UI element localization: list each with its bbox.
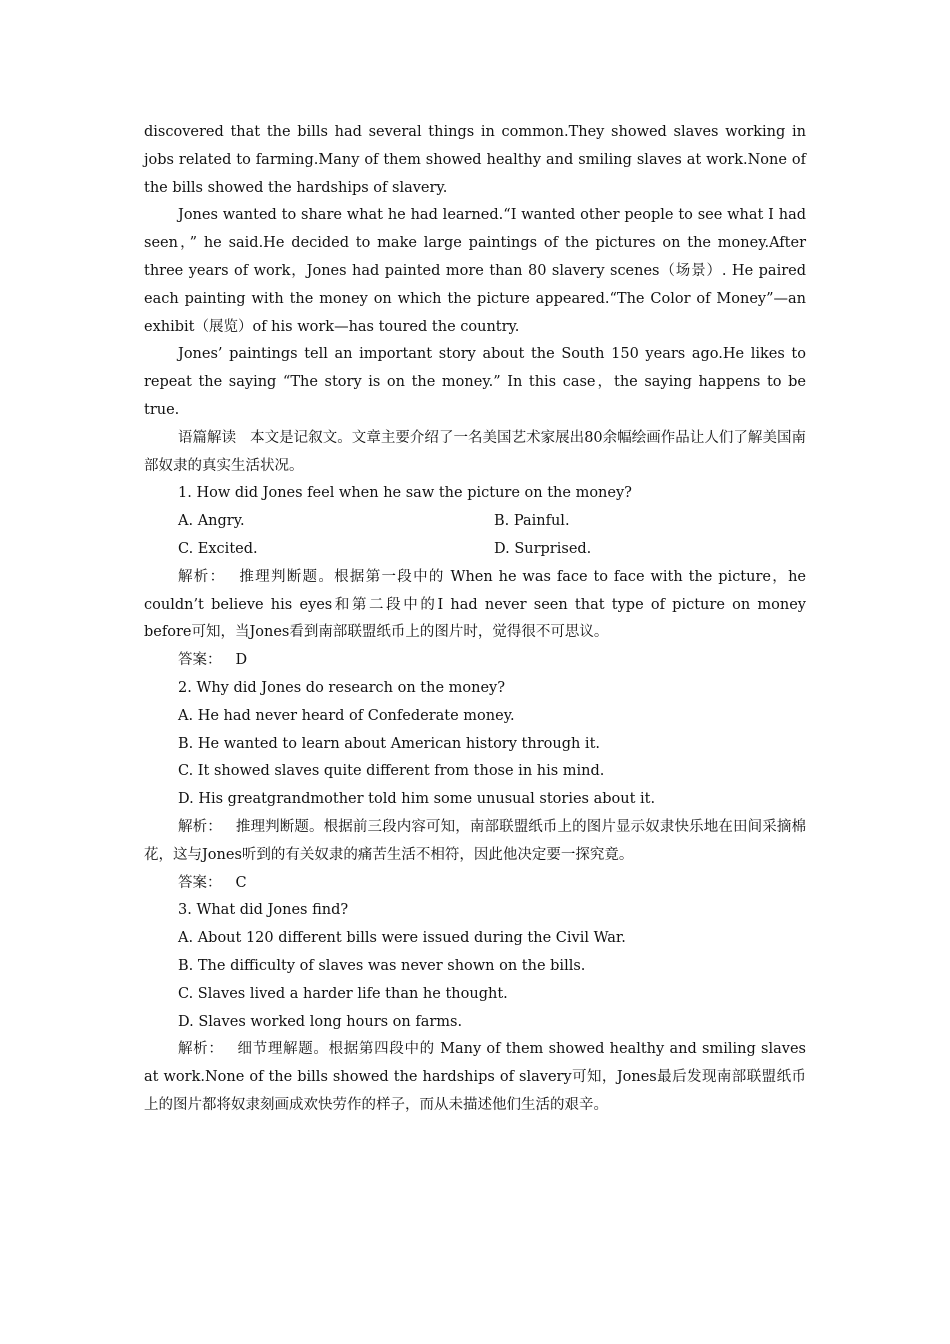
option-row <box>144 536 806 564</box>
explanation <box>144 1036 806 1119</box>
answer-value: C <box>235 874 247 891</box>
explanation <box>144 564 806 647</box>
option-b: B. The difficulty of slaves was never shown on the bills. <box>178 957 586 974</box>
explanation-label: 解析： <box>178 818 222 835</box>
option-a: A. He had never heard of Confederate money. <box>178 707 515 724</box>
option-row <box>144 508 806 536</box>
explanation-text: 推理判断题。根据第一段中的 When he was face to face with the picture，he couldn’t believe his eyes和第二段中的I had never seen that type of picture on money before可知，当Jones看到南部联盟纸币上的图片时，觉得很不可思议。 <box>144 568 806 641</box>
explanation <box>144 814 806 870</box>
document-page <box>144 119 806 1120</box>
answer-label: 答案： <box>178 874 222 891</box>
option-a: A. About 120 different bills were issued during the Civil War. <box>178 930 626 947</box>
option-c: C. It showed slaves quite different from those in his mind. <box>178 763 605 780</box>
answer-label: 答案： <box>178 652 222 669</box>
question-stem: 3. What did Jones find? <box>178 902 349 919</box>
passage-paragraph: Jones wanted to share what he had learned.“I wanted other people to see what I had seen，” he said.He decided to make large paintings of the pictures on the money.After three years of work，Jones had painted more than 80 slavery scenes（场景）. He paired each painting with the money on which the picture appeared.“The Color of Money”—an exhibit（展览）of his work—has toured the country. <box>144 207 806 335</box>
option-d: D. Surprised. <box>494 540 592 557</box>
question-2 <box>144 675 806 897</box>
answer <box>144 647 806 675</box>
question-3 <box>144 897 806 1119</box>
passage-paragraph: discovered that the bills had several things in common.They showed slaves working in jobs related to farming.Many of them showed healthy and smiling slaves at work.None of the bills showed the hardships of slavery. <box>144 124 806 196</box>
explanation-label: 解析： <box>178 568 226 585</box>
explanation-text: 细节理解题。根据第四段中的 Many of them showed healthy and smiling slaves at work.None of the bills showed the hardships of slavery可知，Jones最后发现南部联盟纸币上的图片都将奴隶刻画成欢快劳作的样子，而从未描述他们生活的艰辛。 <box>144 1041 806 1113</box>
question-1 <box>144 480 806 675</box>
analysis-text: 本文是记叙文。文章主要介绍了一名美国艺术家展出80余幅绘画作品让人们了解美国南部奴隶的真实生活状况。 <box>144 429 807 474</box>
option-c: C. Slaves lived a harder life than he thought. <box>178 985 508 1002</box>
option-c: C. Excited. <box>178 540 258 557</box>
explanation-text: 推理判断题。根据前三段内容可知，南部联盟纸币上的图片显示奴隶快乐地在田间采摘棉花，这与Jones听到的有关奴隶的痛苦生活不相符，因此他决定要一探究竟。 <box>144 818 807 863</box>
option-b: B. He wanted to learn about American history through it. <box>178 735 601 752</box>
passage-paragraph: Jones’ paintings tell an important story about the South 150 years ago.He likes to repeat the saying “The story is on the money.” In this case，the saying happens to be true. <box>144 346 806 418</box>
option-a: A. Angry. <box>178 513 245 530</box>
explanation-label: 解析： <box>178 1041 224 1058</box>
analysis-label: 语篇解读 <box>178 429 237 446</box>
answer-value: D <box>235 652 248 669</box>
question-stem: 2. Why did Jones do research on the money? <box>178 679 506 696</box>
passage-analysis <box>144 425 806 481</box>
option-b: B. Painful. <box>494 513 570 530</box>
option-d: D. His greatgrandmother told him some unusual stories about it. <box>178 791 656 808</box>
question-stem: 1. How did Jones feel when he saw the picture on the money? <box>178 485 632 502</box>
answer <box>144 870 806 898</box>
option-d: D. Slaves worked long hours on farms. <box>178 1013 463 1030</box>
